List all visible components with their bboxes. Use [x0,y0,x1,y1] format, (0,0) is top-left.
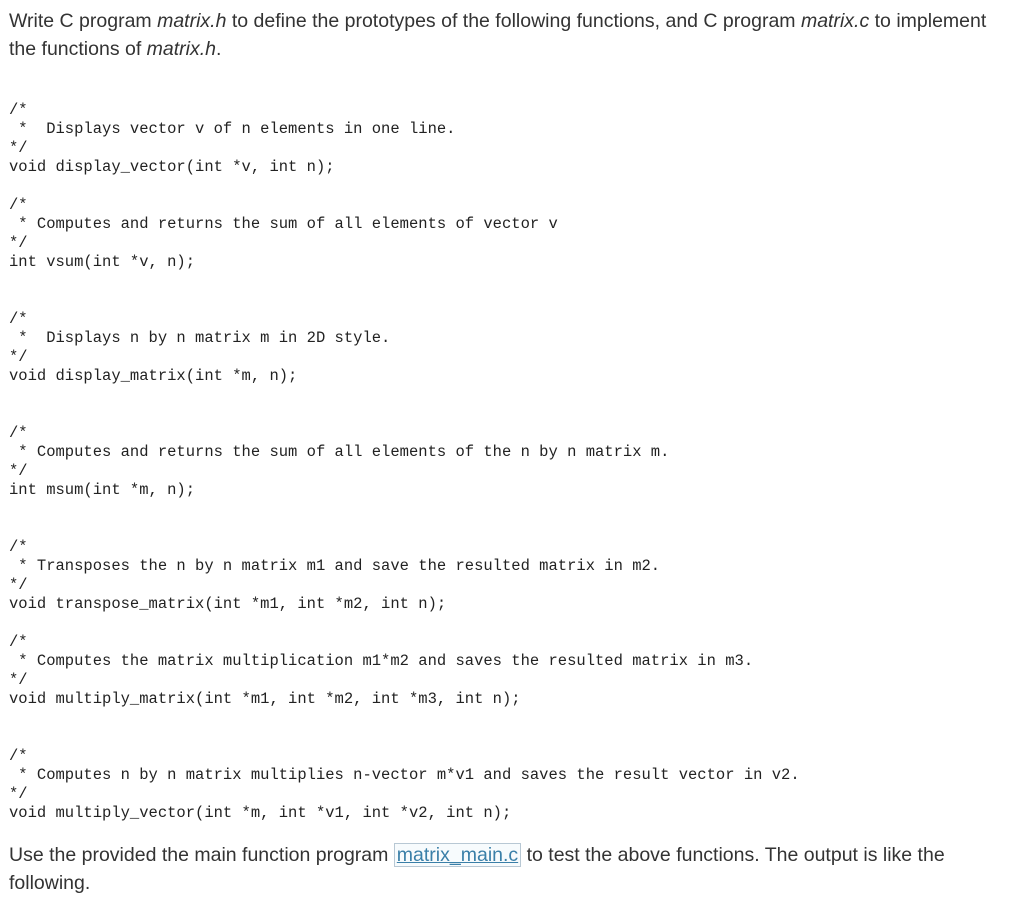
comment-text: * Computes n by n matrix multiplies n-vector m*v1 and saves the result vector in v2. [9,766,800,784]
code-block-multiply-matrix [9,633,753,709]
comment-open: /* [9,196,28,214]
intro-text-2: to define the prototypes of the following functions, and C program [226,10,801,32]
function-prototype: void display_matrix(int *m, n); [9,367,298,385]
comment-close: */ [9,671,28,689]
comment-open: /* [9,101,28,119]
comment-text: * Transposes the n by n matrix m1 and save the resulted matrix in m2. [9,557,661,575]
comment-text: * Computes the matrix multiplication m1*m2 and saves the resulted matrix in m3. [9,652,754,670]
comment-open: /* [9,310,28,328]
function-prototype: void transpose_matrix(int *m1, int *m2, int n); [9,595,447,613]
function-prototype: int vsum(int *v, n); [9,253,196,271]
source-filename: matrix.c [800,10,870,32]
outro-paragraph [9,841,1009,897]
outro-text-1: Use the provided the main function program [9,844,394,866]
intro-text-3: to implement the functions of [9,10,987,60]
function-prototype: void multiply_matrix(int *m1, int *m2, int *m3, int n); [9,690,521,708]
code-block-display-matrix [9,310,390,386]
comment-open: /* [9,424,28,442]
comment-close: */ [9,234,28,252]
function-prototype: void multiply_vector(int *m, int *v1, int *v2, int n); [9,804,512,822]
code-block-transpose-matrix [9,538,660,614]
comment-close: */ [9,576,28,594]
code-block-display-vector [9,101,455,177]
code-block-msum [9,424,669,500]
outro-text-2: to test the above functions. The output is like the following. [9,844,945,894]
code-block-vsum [9,196,558,272]
comment-open: /* [9,633,28,651]
intro-paragraph [9,7,1009,63]
comment-open: /* [9,538,28,556]
comment-text: * Displays vector v of n elements in one line. [9,120,456,138]
comment-text: * Computes and returns the sum of all elements of vector v [9,215,558,233]
intro-text-4: . [216,38,222,60]
intro-text-1: Write C program [9,10,158,32]
function-prototype: void display_vector(int *v, int n); [9,158,335,176]
comment-close: */ [9,462,28,480]
function-prototype: int msum(int *m, n); [9,481,196,499]
comment-open: /* [9,747,28,765]
comment-close: */ [9,139,28,157]
matrix-main-link[interactable]: matrix_main.c [394,843,521,867]
header-filename: matrix.h [157,10,227,32]
comment-text: * Displays n by n matrix m in 2D style. [9,329,391,347]
comment-close: */ [9,348,28,366]
comment-text: * Computes and returns the sum of all elements of the n by n matrix m. [9,443,670,461]
code-block-multiply-vector [9,747,800,823]
header-filename-2: matrix.h [146,38,217,60]
comment-close: */ [9,785,28,803]
